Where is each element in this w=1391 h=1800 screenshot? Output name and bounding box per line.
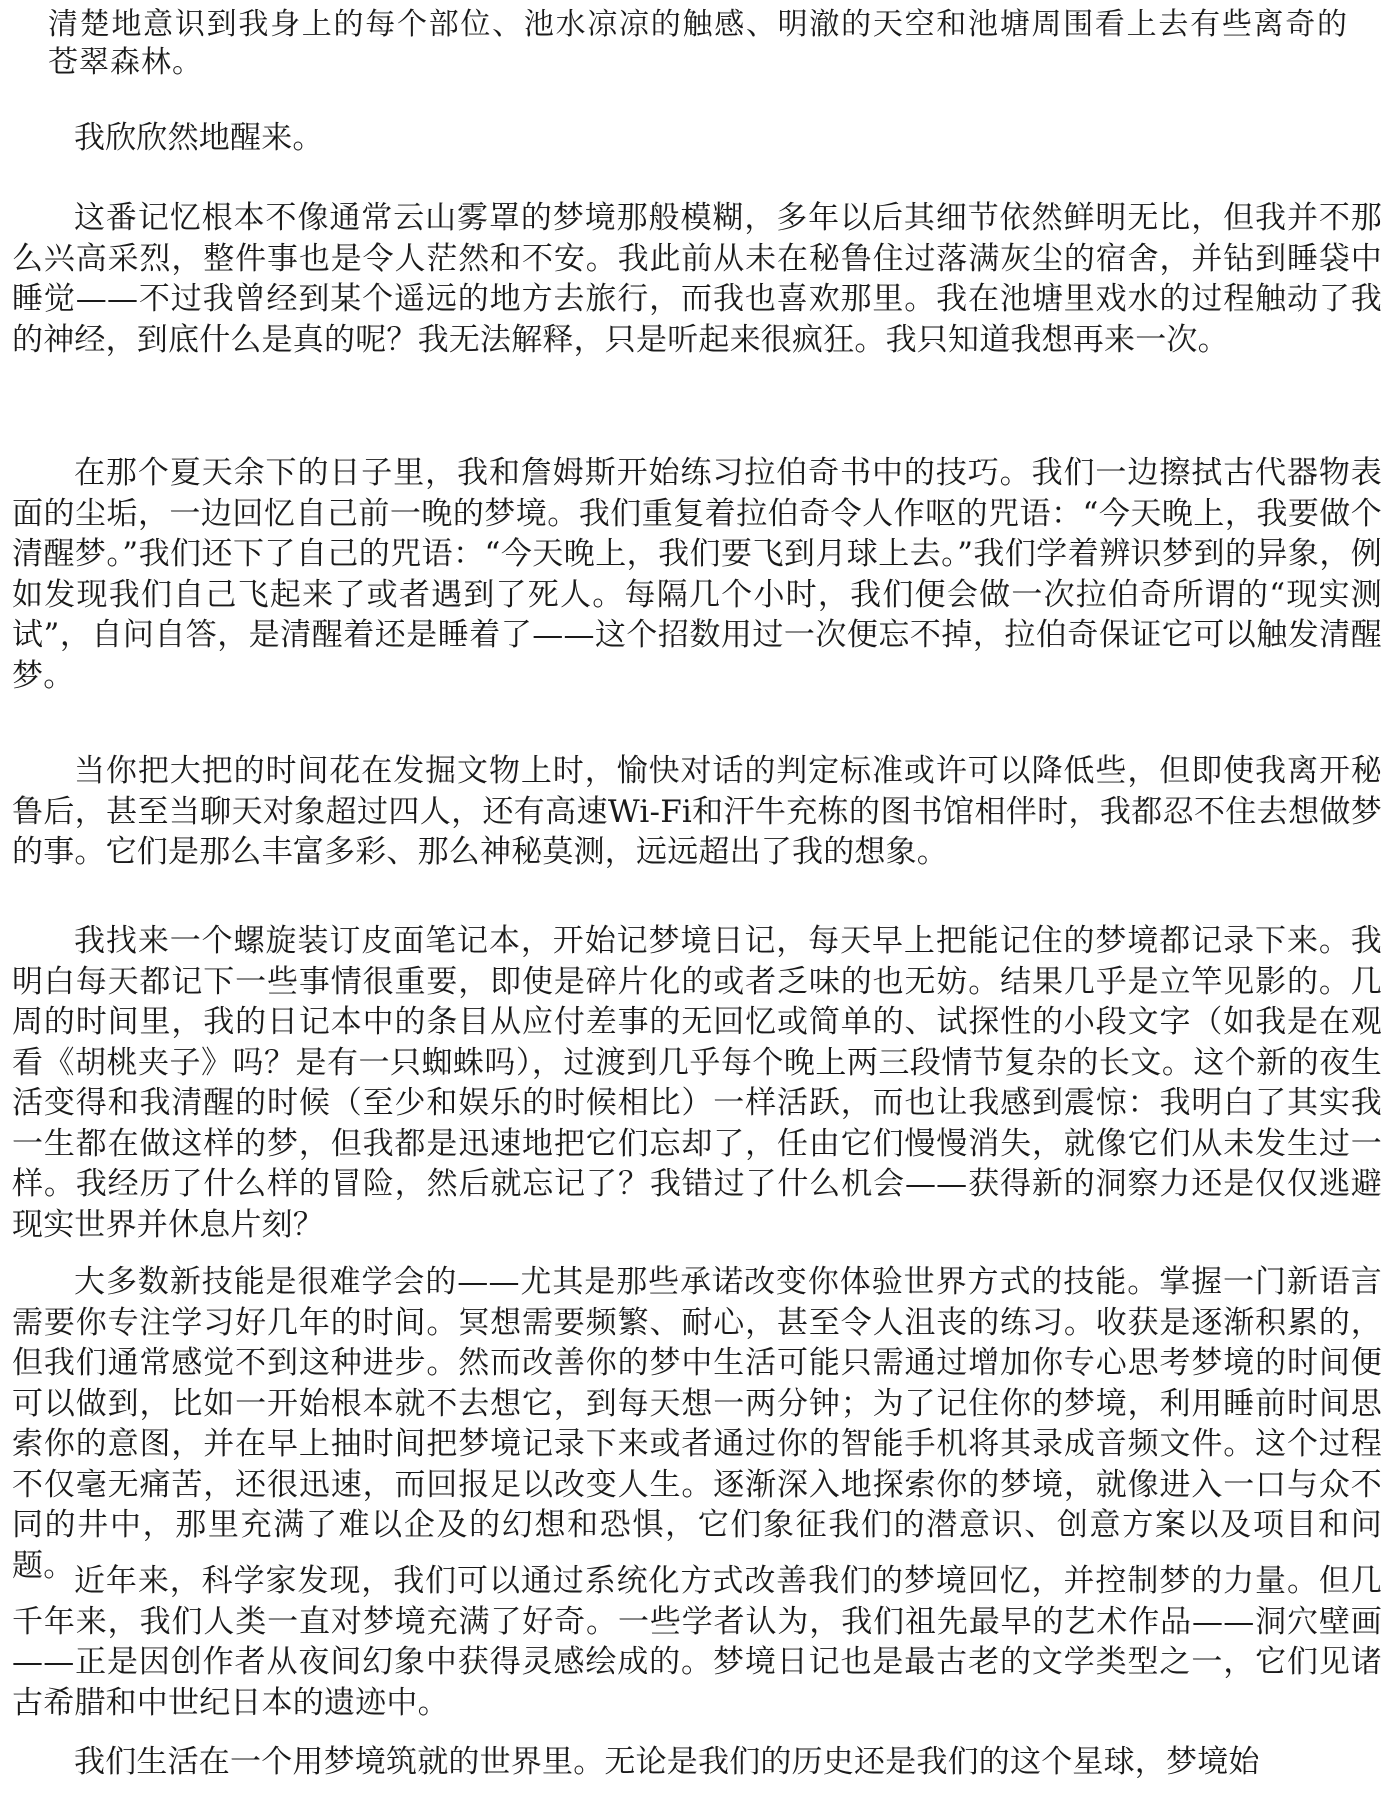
- paragraph: 近年来，科学家发现，我们可以通过系统化方式改善我们的梦境回忆，并控制梦的力量。但几千年来，我们人类一直对梦境充满了好奇。一些学者认为，我们祖先最早的艺术作品——洞穴壁画——正是因创作者从夜间幻象中获得灵感绘成的。梦境日记也是最古老的文学类型之一，它们见诸古希腊和中世纪日本的遗迹中。: [12, 1563, 1382, 1721]
- paragraph: 大多数新技能是很难学会的——尤其是那些承诺改变你体验世界方式的技能。掌握一门新语言需要你专注学习好几年的时间。冥想需要频繁、耐心，甚至令人沮丧的练习。收获是逐渐积累的，但我们通常感觉不到这种进步。然而改善你的梦中生活可能只需通过增加你专心思考梦境的时间便可以做到，比如一开始根本就不去想它，到每天想一两分钟；为了记住你的梦境，利用睡前时间思索你的意图，并在早上抽时间把梦境记录下来或者通过你的智能手机将其录成音频文件。这个过程不仅毫无痛苦，还很迅速，而回报足以改变人生。逐渐深入地探索你的梦境，就像进入一口与众不同的井中，那里充满了难以企及的幻想和恐惧，它们象征我们的潜意识、创意方案以及项目和问题。: [12, 1264, 1382, 1584]
- paragraph: 我们生活在一个用梦境筑就的世界里。无论是我们的历史还是我们的这个星球，梦境始: [74, 1744, 1260, 1780]
- paragraph: 我欣欣然地醒来。: [74, 120, 324, 156]
- paragraph-continued: 清楚地意识到我身上的每个部位、池水凉凉的触感、明澈的天空和池塘周围看上去有些离奇的苍翠森林。: [48, 7, 1348, 80]
- paragraph: 当你把大把的时间花在发掘文物上时，愉快对话的判定标准或许可以降低些，但即使我离开秘鲁后，甚至当聊天对象超过四人，还有高速Wi-Fi和汗牛充栋的图书馆相伴时，我都忍不住去想做梦的事。它们是那么丰富多彩、那么神秘莫测，远远超出了我的想象。: [12, 753, 1382, 870]
- paragraph: 我找来一个螺旋装订皮面笔记本，开始记梦境日记，每天早上把能记住的梦境都记录下来。我明白每天都记下一些事情很重要，即使是碎片化的或者乏味的也无妨。结果几乎是立竿见影的。几周的时间里，我的日记本中的条目从应付差事的无回忆或简单的、试探性的小段文字（如我是在观看《胡桃夹子》吗？是有一只蜘蛛吗），过渡到几乎每个晚上两三段情节复杂的长文。这个新的夜生活变得和我清醒的时候（至少和娱乐的时候相比）一样活跃，而也让我感到震惊：我明白了其实我一生都在做这样的梦，但我都是迅速地把它们忘却了，任由它们慢慢消失，就像它们从未发生过一样。我经历了什么样的冒险，然后就忘记了？我错过了什么机会——获得新的洞察力还是仅仅逃避现实世界并休息片刻？: [12, 923, 1382, 1243]
- paragraph: 在那个夏天余下的日子里，我和詹姆斯开始练习拉伯奇书中的技巧。我们一边擦拭古代器物表面的尘垢，一边回忆自己前一晚的梦境。我们重复着拉伯奇令人作呕的咒语：“今天晚上，我要做个清醒梦。”我们还下了自己的咒语：“今天晚上，我们要飞到月球上去。”我们学着辨识梦到的异象，例如发现我们自己飞起来了或者遇到了死人。每隔几个小时，我们便会做一次拉伯奇所谓的“现实测试”，自问自答，是清醒着还是睡着了——这个招数用过一次便忘不掉，拉伯奇保证它可以触发清醒梦。: [12, 455, 1382, 694]
- paragraph: 这番记忆根本不像通常云山雾罩的梦境那般模糊，多年以后其细节依然鲜明无比，但我并不那么兴高采烈，整件事也是令人茫然和不安。我此前从未在秘鲁住过落满灰尘的宿舍，并钻到睡袋中睡觉——不过我曾经到某个遥远的地方去旅行，而我也喜欢那里。我在池塘里戏水的过程触动了我的神经，到底什么是真的呢？我无法解释，只是听起来很疯狂。我只知道我想再来一次。: [12, 200, 1382, 358]
